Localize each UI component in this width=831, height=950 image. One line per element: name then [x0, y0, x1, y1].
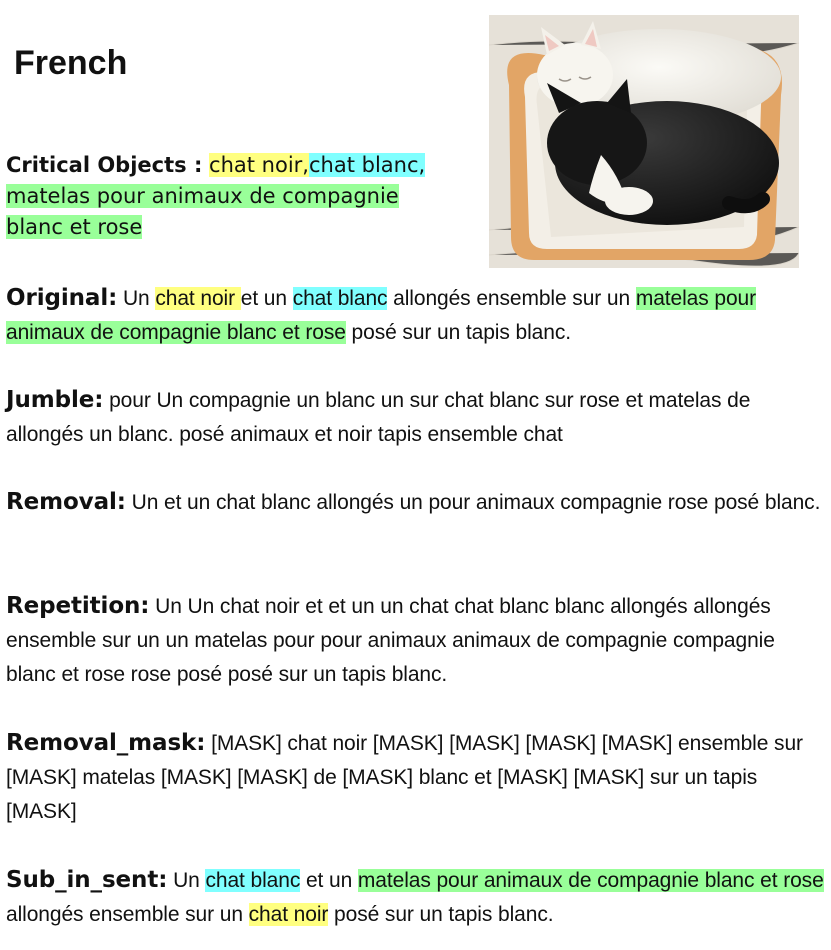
- object-chat-blanc: chat blanc,: [308, 153, 426, 177]
- original-label: Original:: [6, 285, 118, 311]
- repetition-label: Repetition:: [6, 593, 150, 619]
- original-text: allongés ensemble sur un: [387, 287, 636, 310]
- sub-in-sent-label: Sub_in_sent:: [6, 867, 168, 893]
- cats-photo: [489, 15, 799, 268]
- page-title: French: [14, 44, 128, 82]
- removal-mask-text: [MASK] chat noir [MASK] [MASK] [MASK] [MASK] ensemble sur [MASK] matelas [MASK] [MASK] de [MASK] blanc et [MASK] [MASK] sur un tapis [MASK]: [6, 732, 803, 823]
- section-jumble: [6, 383, 824, 452]
- sub-chat-blanc: chat blanc: [205, 869, 301, 892]
- section-removal-mask: [6, 726, 824, 829]
- removal-label: Removal:: [6, 489, 126, 515]
- removal-text: Un et un chat blanc allongés un pour animaux compagnie rose posé blanc.: [131, 491, 821, 514]
- section-removal: [6, 485, 824, 520]
- repetition-text: Un Un chat noir et et un un chat chat blanc blanc allongés allongés ensemble sur un un matelas pour pour animaux animaux de compagnie compagnie blanc et rose rose posé posé sur un tapis blanc.: [6, 595, 775, 686]
- sub-chat-noir: chat noir: [248, 903, 329, 926]
- sub-text: Un: [173, 869, 200, 892]
- removal-mask-label: Removal_mask:: [6, 730, 206, 756]
- section-sub-in-sent: [6, 863, 824, 932]
- critical-objects: [6, 150, 426, 243]
- sub-matelas: matelas pour animaux de compagnie blanc et rose: [357, 869, 824, 892]
- sub-text: posé sur un tapis blanc.: [328, 903, 554, 926]
- object-matelas: matelas pour animaux de compagnie blanc et rose: [6, 184, 399, 239]
- original-chat-noir: chat noir: [155, 287, 241, 310]
- sub-text: allongés ensemble sur un: [6, 903, 249, 926]
- original-text: Un: [122, 287, 156, 310]
- cats-illustration: [489, 15, 799, 268]
- critical-objects-label: Critical Objects :: [6, 153, 203, 177]
- original-matelas: matelas pour animaux de compagnie blanc et rose: [6, 287, 757, 344]
- section-repetition: [6, 589, 824, 692]
- original-chat-blanc: chat blanc: [292, 287, 388, 310]
- section-original: [6, 281, 824, 350]
- original-text: et un: [240, 287, 293, 310]
- sub-text: et un: [300, 869, 358, 892]
- original-text: posé sur un tapis blanc.: [345, 321, 571, 344]
- jumble-text: pour Un compagnie un blanc un sur chat blanc sur rose et matelas de allongés un blanc. posé animaux et noir tapis ensemble chat: [6, 389, 751, 446]
- object-chat-noir: chat noir,: [209, 153, 309, 177]
- jumble-label: Jumble:: [6, 387, 104, 413]
